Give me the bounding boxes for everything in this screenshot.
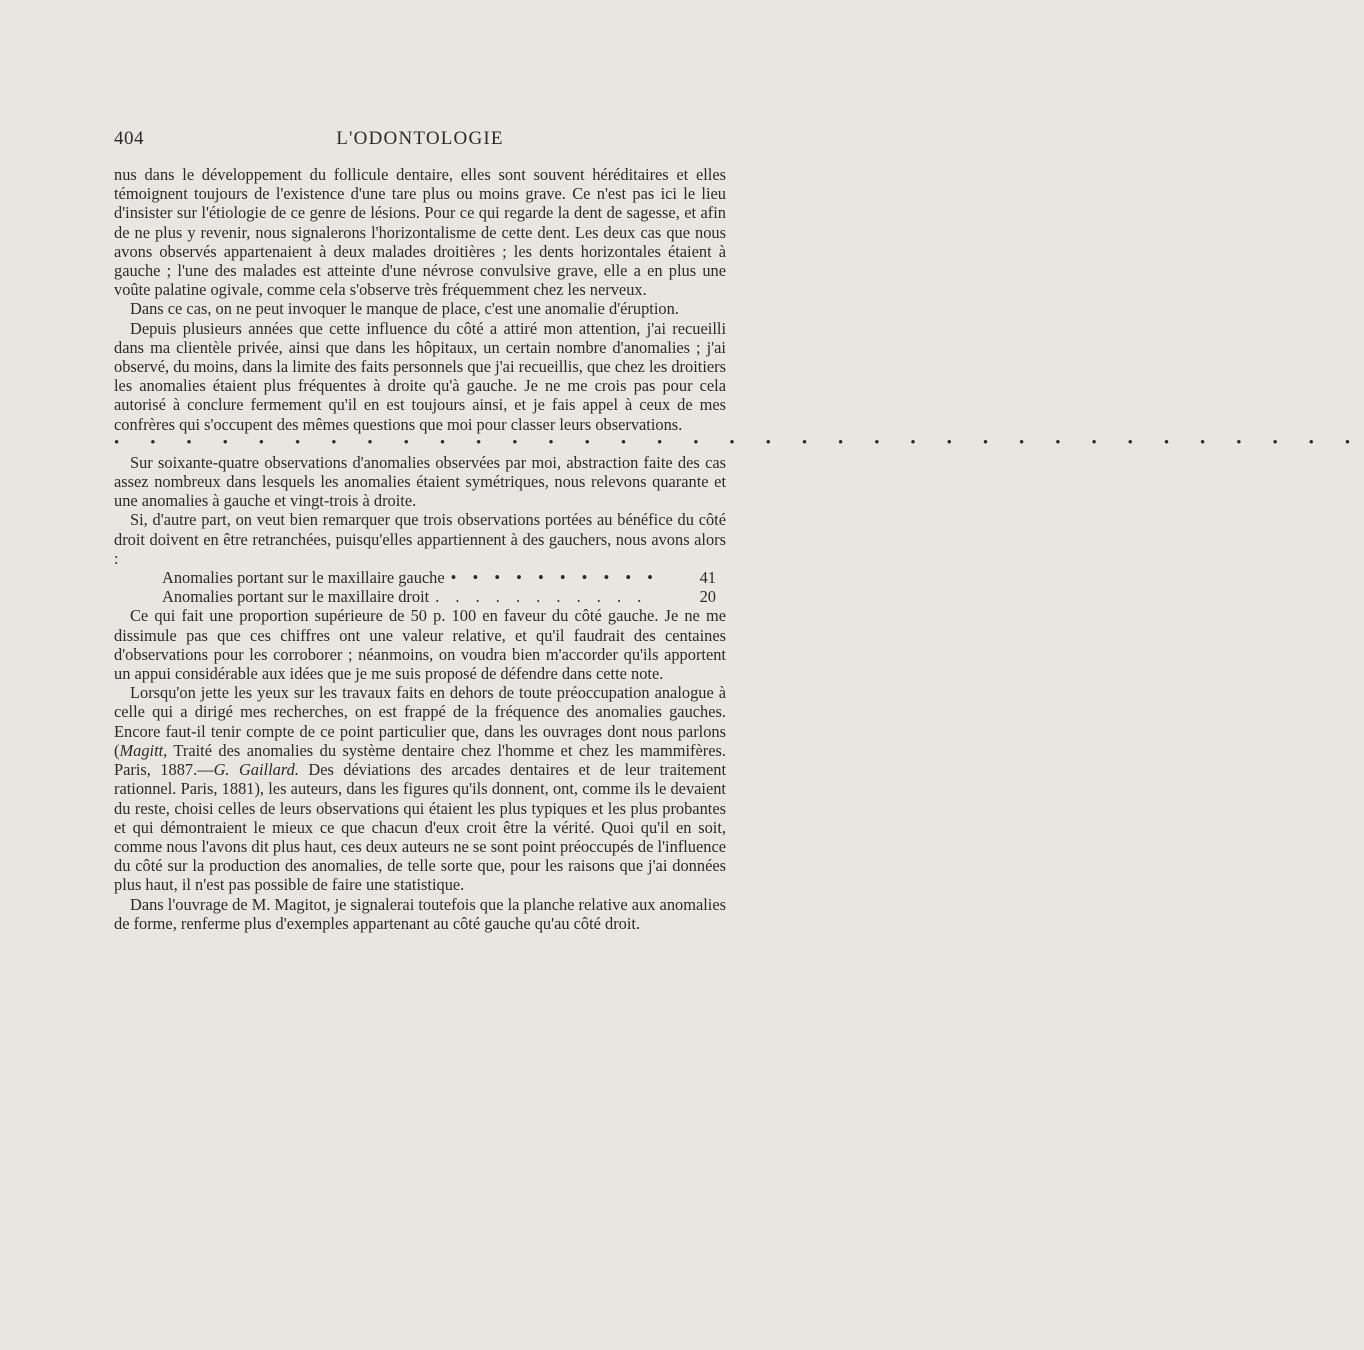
dotted-separator: • • • • • • • • • • • • • • • • • • • • • • • • • • • • • • • • • • • [114, 434, 1364, 451]
stats-row-droit [114, 587, 726, 606]
running-title: L'ODONTOLOGIE [336, 128, 504, 149]
stats-list [114, 568, 726, 606]
stats-label: Anomalies portant sur le maxillaire gauche [162, 568, 445, 588]
paragraph-proportion: Ce qui fait une proportion supérieure de 50 p. 100 en faveur du côté gauche. Je ne me dissimule pas que ces chiffres ont une valeur relative, et qu'il faudrait des centaines d'observations pour les corroborer ; néanmoins, on voudra bien m'accorder qu'ils apportent un appui considérable aux idées que je me suis proposé de défendre dans cette note. [114, 606, 726, 684]
stats-label: Anomalies portant sur le maxillaire droit [162, 587, 430, 607]
stats-value: 41 [699, 568, 716, 588]
text-segment: Des déviations des arcades dentaires et de leur traitement rationnel. Paris, 1881), les auteurs, dans les figures qu'ils donnent, ont, comme ils le devaient du reste, choisi celles de leurs observations qui étaient les plus typiques et les plus probantes et qui démontraient le mieux ce que chacun d'eux croit être la vérité. Quoi qu'il en soit, comme nous l'avons dit plus haut, ces deux auteurs ne se sont point préoccupés de l'influence du côté sur la production des anomalies, de telle sorte que, pour les raisons que j'ai données plus haut, il n'est pas possible de faire une statistique. [114, 760, 727, 895]
paragraph-sixty-four: Sur soixante-quatre observations d'anomalies observées par moi, abstraction faite des cas assez nombreux dans lesquels les anomalies étaient symétriques, nous relevons quarante et une anomalies à gauche et vingt-trois à droite. [114, 452, 726, 511]
dot-leader: • • • • • • • • • • [450, 568, 659, 588]
author-gaillard: G. Gaillard. [213, 760, 299, 780]
text-segment: Traité des anomalies du système dentaire chez l'homme et chez les mammifères. Paris, 1887.— [114, 740, 726, 780]
paragraph-eruption: Dans ce cas, on ne peut invoquer le manque de place, c'est une anomalie d'éruption. [130, 299, 679, 319]
paragraph-lorsque [114, 683, 726, 894]
stats-row-gauche [114, 568, 726, 587]
dot-leader: . . . . . . . . . . . [435, 587, 648, 607]
paragraph-observations: Depuis plusieurs années que cette influence du côté a attiré mon attention, j'ai recueilli dans ma clientèle privée, ainsi que dans les hôpitaux, un certain nombre d'anomalies ; j'ai observé, du moins, dans la limite des faits personnels que j'ai recueillis, que chez les droitiers les anomalies étaient plus fréquentes à droite qu'à gauche. Je ne me crois pas pour cela autorisé à conclure fermement qu'il en est toujours ainsi, et je fais appel à ceux de mes confrères qui s'occupent des mêmes questions que moi pour classer leurs observations. [114, 318, 726, 434]
page-number: 404 [114, 128, 144, 149]
body-text [114, 165, 1364, 933]
stats-value: 20 [699, 587, 716, 607]
page-header [114, 124, 726, 150]
text-segment: Lorsqu'on jette les yeux sur les travaux faits en dehors de toute préoccupation analogue à celle qui a dirigé mes recherches, on est frappé de la fréquence des anomalies gauches. Encore faut-il tenir compte de ce point particulier que, dans les ouvrages dont nous parlons ( [114, 683, 726, 760]
paragraph-autre-part: Si, d'autre part, on veut bien remarquer que trois observations portées au bénéfice du côté droit doivent en être retranchées, puisqu'elles appartiennent à des gauchers, nous avons alors : [114, 510, 726, 568]
paragraph-magitot: Dans l'ouvrage de M. Magitot, je signalerai toutefois que la planche relative aux anomalies de forme, renferme plus d'exemples appartenant au côté gauche qu'au côté droit. [114, 894, 727, 933]
paragraph-continuation: nus dans le développement du follicule dentaire, elles sont souvent héréditaires et elles témoignent toujours de l'existence d'une tare plus ou moins grave. Ce n'est pas ici le lieu d'insister sur l'étiologie de ce genre de lésions. Pour ce qui regarde la dent de sagesse, et afin de ne plus y revenir, nous signalerons l'horizontalisme de cette dent. Les deux cas que nous avons observés appartenaient à deux malades droitières ; les dents horizontales étaient à gauche ; l'une des malades est atteinte d'une névrose convulsive grave, elle a en plus une voûte palatine ogivale, comme cela s'observe très fréquemment chez les nerveux. [114, 165, 726, 300]
author-magitot: Magitt, [119, 740, 168, 760]
